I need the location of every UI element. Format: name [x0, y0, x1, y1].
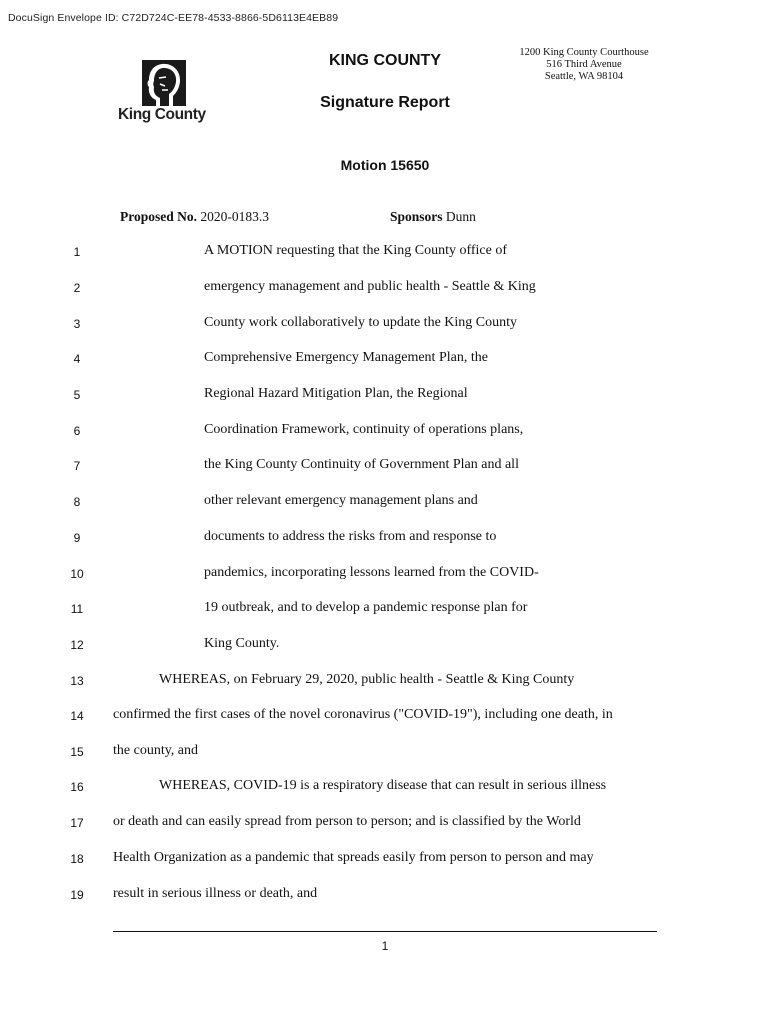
line-text: documents to address the risks from and response to [204, 529, 497, 544]
line-number: 16 [70, 780, 84, 794]
line-text: Comprehensive Emergency Management Plan, the [204, 350, 488, 365]
line-text: confirmed the first cases of the novel coronavirus ("COVID-19"), including one death, in [113, 707, 613, 722]
king-county-mlk-logo-icon [142, 60, 186, 106]
line-text: A MOTION requesting that the King County office of [204, 243, 508, 258]
page-number: 1 [381, 939, 389, 953]
numbered-line [0, 243, 770, 263]
line-text: Health Organization as a pandemic that spreads easily from person to person and may [113, 850, 594, 865]
numbered-line [0, 886, 770, 906]
line-number: 6 [73, 424, 81, 438]
footer-divider [113, 931, 657, 932]
line-number: 14 [70, 709, 84, 723]
numbered-line [0, 850, 770, 870]
line-number: 10 [70, 567, 84, 581]
numbered-line [0, 350, 770, 370]
numbered-line [0, 600, 770, 620]
numbered-line [0, 778, 770, 798]
line-text: pandemics, incorporating lessons learned from the COVID- [204, 565, 539, 580]
numbered-line [0, 493, 770, 513]
line-text: the King County Continuity of Government Plan and all [204, 457, 519, 472]
numbered-line [0, 422, 770, 442]
line-number: 2 [73, 281, 81, 295]
line-number: 4 [73, 352, 81, 366]
line-text: WHEREAS, on February 29, 2020, public health - Seattle & King County [159, 672, 575, 687]
line-number: 5 [73, 388, 81, 402]
report-title: Signature Report [320, 94, 450, 111]
king-county-logo [118, 58, 214, 130]
address-line: 1200 King County Courthouse [519, 47, 649, 58]
numbered-line [0, 565, 770, 585]
line-text: result in serious illness or death, and [113, 886, 318, 901]
numbered-line [0, 315, 770, 335]
numbered-line [0, 279, 770, 299]
sponsors [390, 209, 476, 225]
line-number: 13 [70, 674, 84, 688]
line-text: Regional Hazard Mitigation Plan, the Regional [204, 386, 468, 401]
line-number: 17 [70, 816, 84, 830]
county-title: KING COUNTY [329, 52, 441, 69]
proposed-value: 2020-0183.3 [200, 209, 270, 224]
line-text: WHEREAS, COVID-19 is a respiratory disease that can result in serious illness [159, 778, 607, 793]
proposed-number [120, 209, 269, 225]
line-text: the county, and [113, 743, 199, 758]
courthouse-address [506, 47, 662, 83]
proposed-label: Proposed No. [120, 209, 198, 224]
line-number: 12 [70, 638, 84, 652]
numbered-line [0, 814, 770, 834]
sponsors-label: Sponsors [390, 209, 443, 224]
line-text: other relevant emergency management plans and [204, 493, 478, 508]
line-number: 3 [73, 317, 81, 331]
numbered-line [0, 386, 770, 406]
line-number: 15 [70, 745, 84, 759]
line-number: 18 [70, 852, 84, 866]
line-number: 11 [70, 602, 84, 616]
line-number: 9 [73, 531, 81, 545]
line-number: 19 [70, 888, 84, 902]
line-number: 7 [73, 459, 81, 473]
logo-wordmark: King County [118, 106, 206, 123]
sponsors-value: Dunn [445, 209, 476, 224]
line-text: or death and can easily spread from person to person; and is classified by the World [113, 814, 581, 829]
line-text: King County. [204, 636, 280, 651]
motion-title: Motion 15650 [340, 157, 430, 173]
address-line: Seattle, WA 98104 [544, 71, 624, 82]
numbered-line [0, 743, 770, 763]
numbered-line [0, 529, 770, 549]
numbered-line [0, 457, 770, 477]
address-line: 516 Third Avenue [546, 59, 622, 70]
line-number: 1 [73, 245, 81, 259]
line-text: 19 outbreak, and to develop a pandemic response plan for [204, 600, 528, 615]
docusign-envelope-id: DocuSign Envelope ID: C72D724C-EE78-4533-8866-5D6113E4EB89 [8, 12, 339, 24]
numbered-line [0, 672, 770, 692]
line-text: emergency management and public health - Seattle & King [204, 279, 536, 294]
line-text: Coordination Framework, continuity of operations plans, [204, 422, 524, 437]
numbered-line [0, 707, 770, 727]
line-text: County work collaboratively to update the King County [204, 315, 518, 330]
numbered-line [0, 636, 770, 656]
line-number: 8 [73, 495, 81, 509]
